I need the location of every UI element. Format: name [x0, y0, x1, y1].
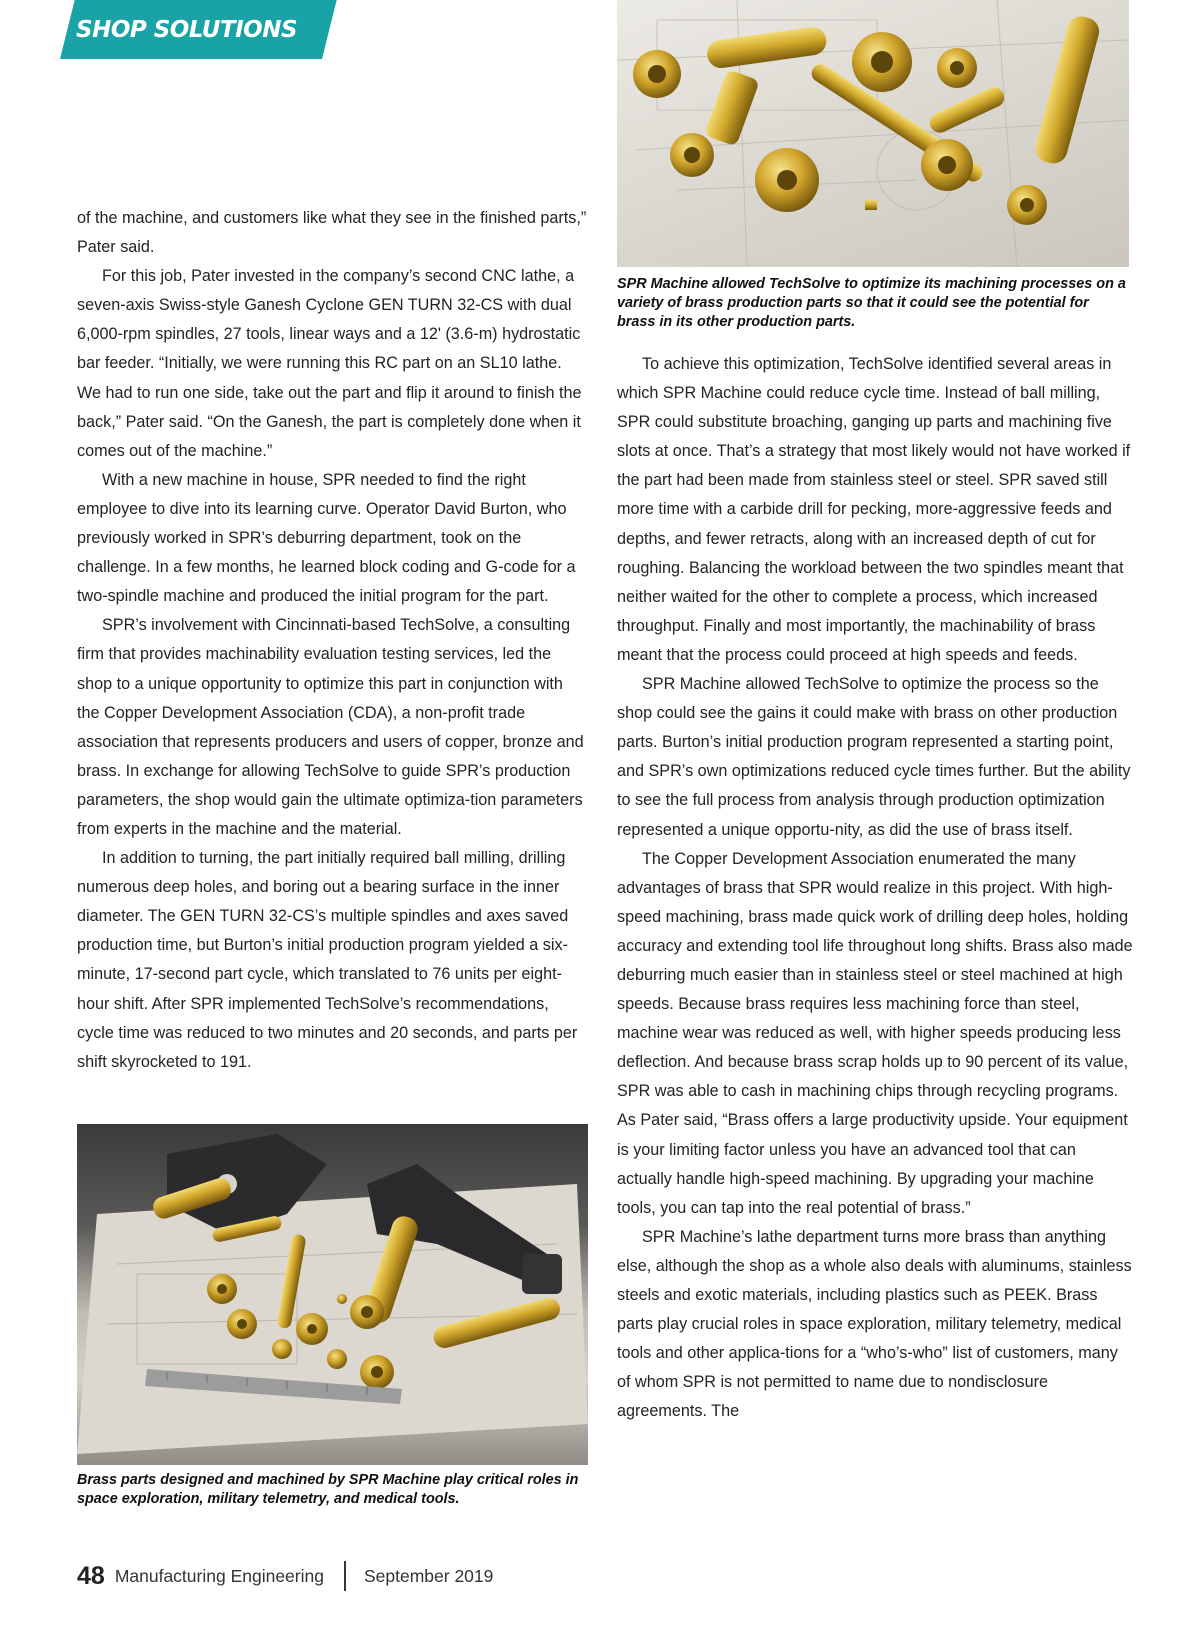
paragraph: SPR Machine’s lathe department turns more brass than anything else, although the shop as a whole also deals with aluminums, stainless steels and exotic materials, including plastics such as PEEK. Brass parts play crucial roles in space exploration, military telemetry, medical tools and other applica-tions for a “who’s-who” list of customers, many of whom SPR is not permitted to name due to nondisclosure agreements. The — [617, 1227, 1132, 1421]
paragraph: For this job, Pater invested in the company’s second CNC lathe, a seven-axis Swiss-style Ganesh Cyclone GEN TURN 32-CS with dual 6,000-rpm spindles, 27 tools, linear ways and a 12' (3.6-m) hydrostatic bar feeder. “Initially, we were running this RC part on an SL10 lathe. We had to run one side, take out the part and flip it around to finish the back,” Pater said. “On the Ganesh, the part is completely done when it comes out of the machine.” — [77, 267, 582, 460]
brass-parts-illustration-bottom — [77, 1124, 588, 1465]
brass-parts-illustration-top — [617, 0, 1129, 267]
right-text-column — [617, 350, 1133, 1426]
page-footer — [77, 1556, 493, 1596]
brass-parts-photo-top — [617, 0, 1129, 267]
magazine-title: Manufacturing Engineering — [114, 1565, 324, 1586]
paragraph: of the machine, and customers like what they see in the finished parts,” Pater said. — [77, 209, 587, 257]
paragraph: SPR’s involvement with Cincinnati-based TechSolve, a consulting firm that provides machinability evaluation testing services, led the shop to a unique opportunity to optimize this part in conjunction with the Copper Development Association (CDA), a non-profit trade association that represents producers and users of copper, bronze and brass. In exchange for allowing TechSolve to guide SPR’s production parameters, the shop would gain the ultimate optimiza-tion parameters from experts in the machine and the material. — [77, 616, 584, 838]
paragraph: The Copper Development Association enumerated the many advantages of brass that SPR would realize in this project. With high-speed machining, brass made quick work of drilling deep holes, holding accuracy and extending tool life throughout long shifts. Brass also made deburring much easier than in stainless steel or steel machined at high speeds. Because brass requires less machining force than steel, machine wear was reduced as well, with higher speeds producing less deflection. And because brass scrap holds up to 90 percent of its value, SPR was able to cash in machining chips through recycling programs. As Pater said, “Brass offers a large productivity upside. Your equipment is your limiting factor unless you have an advanced tool that can actually handle high-speed machining. By upgrading your machine tools, you can tap into the real potential of brass.” — [617, 849, 1133, 1217]
brass-parts-photo-bottom — [77, 1124, 588, 1465]
paragraph: In addition to turning, the part initially required ball milling, drilling numerous deep holes, and boring out a bearing surface in the inner diameter. The GEN TURN 32-CS’s multiple spindles and axes saved production time, but Burton’s initial production program yielded a six-minute, 17-second part cycle, which translated to 76 units per eight-hour shift. After SPR implemented TechSolve’s recommendations, cycle time was reduced to two minutes and 20 seconds, and parts per shift skyrocketed to 191. — [77, 849, 578, 1071]
issue-date: September 2019 — [363, 1565, 494, 1586]
photo-caption-bottom: Brass parts designed and machined by SPR Machine play critical roles in space exploration, military telemetry, and medical tools. — [77, 1472, 579, 1507]
photo-caption-top: SPR Machine allowed TechSolve to optimize its machining processes on a variety of brass production parts so that it could see the potential for brass in its other production parts. — [617, 276, 1126, 330]
footer-divider — [344, 1561, 346, 1591]
page-number: 48 — [77, 1561, 105, 1590]
paragraph: To achieve this optimization, TechSolve identified several areas in which SPR Machine could reduce cycle time. Instead of ball milling, SPR could substitute broaching, ganging up parts and machining five slots at once. That’s a strategy that most likely would not have worked if the part had been made from stainless steel or steel. SPR saved still more time with a carbide drill for pecking, more-aggressive feeds and depths, and fewer retracts, along with an increased depth of cut for roughing. Balancing the workload between the two spindles meant that neither waited for the other to complete a process, which increased throughput. Finally and most importantly, the machinability of brass meant that the process could proceed at high speeds and feeds. — [617, 355, 1131, 664]
section-tag — [60, 0, 322, 59]
left-text-column — [77, 204, 587, 1077]
paragraph: With a new machine in house, SPR needed to find the right employee to dive into its learning curve. Operator David Burton, who previously worked in SPR’s deburring department, took on the challenge. In a few months, he learned block coding and G-code for a two-spindle machine and produced the initial program for the part. — [77, 470, 576, 606]
section-label: SHOP SOLUTIONS — [76, 17, 298, 43]
paragraph: SPR Machine allowed TechSolve to optimize the process so the shop could see the gains it could make with brass on other production parts. Burton’s initial production program represented a starting point, and SPR’s own optimizations reduced cycle times further. But the ability to see the full process from analysis through production optimization represented a unique opportu-nity, as did the use of brass itself. — [617, 675, 1131, 839]
